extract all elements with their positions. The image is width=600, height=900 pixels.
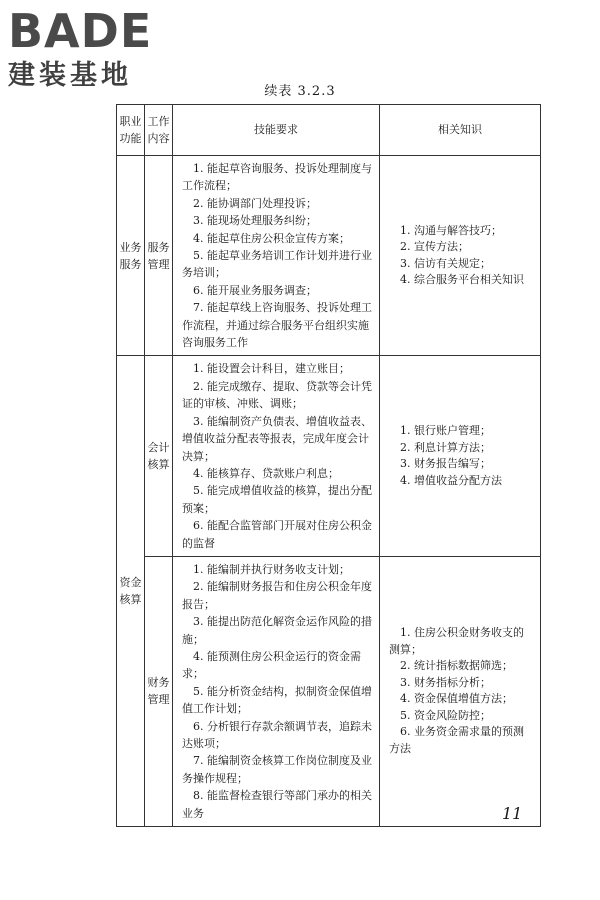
content-cell: 服务管理 [145,156,173,356]
skills-cell [173,156,380,356]
skills-table [116,104,541,827]
knowledge-item: 3. 信访有关规定； [400,256,491,270]
knowledge-cell [380,356,541,556]
function-cell: 业务服务 [117,156,145,356]
knowledge-cell [380,556,541,826]
header-skills: 技能要求 [173,105,380,156]
skill-item: 4. 能核算存、贷款账户利息； [193,466,339,480]
skill-item: 5. 能起草业务培训工作计划并进行业务培训； [182,249,372,280]
logo-subtitle: 建装基地 [8,60,132,91]
skill-item: 6. 分析银行存款余额调节表，追踪未达账项； [182,719,372,750]
skills-cell [173,356,380,556]
knowledge-item: 1. 银行账户管理； [400,424,491,438]
knowledge-item: 2. 宣传方法； [400,240,469,254]
knowledge-item: 3. 财务报告编写； [400,457,491,471]
header-knowledge: 相关知识 [380,105,541,156]
skill-item: 4. 能起草住房公积金宣传方案； [193,231,350,245]
header-function: 职业功能 [117,105,145,156]
content-cell: 财务管理 [145,556,173,826]
skill-item: 1. 能设置会计科目，建立账目； [193,362,350,376]
knowledge-item: 2. 统计指标数据筛选； [400,659,513,673]
skill-item: 2. 能协调部门处理投诉； [193,196,317,210]
knowledge-item: 4. 增值收益分配方法 [400,473,502,487]
skill-item: 4. 能预测住房公积金运行的资金需求； [182,649,361,681]
skills-cell [173,556,380,826]
table-row [117,556,541,826]
header-row [117,105,541,156]
skill-item: 6. 能配合监管部门开展对住房公积金的监督 [182,519,372,550]
skill-item: 1. 能起草咨询服务、投诉处理制度与工作流程； [182,162,372,193]
skill-item: 1. 能编制并执行财务收支计划； [193,562,350,576]
header-content: 工作内容 [145,105,173,156]
skill-item: 3. 能编制资产负债表、增值收益表、增值收益分配表等报表，完成年度会计决算； [182,414,372,463]
page-number: 11 [502,804,523,823]
table-caption: 续表 3.2.3 [264,84,336,99]
knowledge-item: 5. 资金风险防控； [400,708,491,722]
skill-item: 7. 能编制资金核算工作岗位制度及业务操作规程； [182,754,372,785]
table-row [117,356,541,556]
function-cell: 资金核算 [117,356,145,827]
knowledge-item: 3. 财务指标分析； [400,675,491,689]
knowledge-cell [380,156,541,356]
content-cell: 会计核算 [145,356,173,556]
knowledge-item: 1. 住房公积金财务收支的测算； [389,626,524,656]
knowledge-item: 4. 综合服务平台相关知识 [400,273,524,287]
skill-item: 2. 能完成缴存、提取、贷款等会计凭证的审核、冲账、调账； [182,379,372,411]
skill-item: 7. 能起草线上咨询服务、投诉处理工作流程，并通过综合服务平台组织实施咨询服务工作 [182,301,372,350]
knowledge-item: 2. 利息计算方法； [400,440,491,454]
skill-item: 3. 能提出防范化解资金运作风险的措施； [182,615,372,646]
knowledge-item: 6. 业务资金需求量的预测方法 [389,725,524,755]
skill-item: 5. 能分析资金结构，拟制资金保值增值工作计划； [182,684,372,716]
skill-item: 6. 能开展业务服务调查； [193,283,317,297]
skill-item: 2. 能编制财务报告和住房公积金年度报告； [182,580,372,611]
skill-item: 5. 能完成增值收益的核算，提出分配预案； [182,484,372,515]
skill-item: 8. 能监督检查银行等部门承办的相关业务 [182,789,372,820]
logo-brand: BADE [8,4,153,58]
table-row [117,156,541,356]
knowledge-item: 4. 资金保值增值方法； [400,692,513,706]
skill-item: 3. 能现场处理服务纠纷； [193,214,317,228]
knowledge-item: 1. 沟通与解答技巧； [400,223,502,237]
